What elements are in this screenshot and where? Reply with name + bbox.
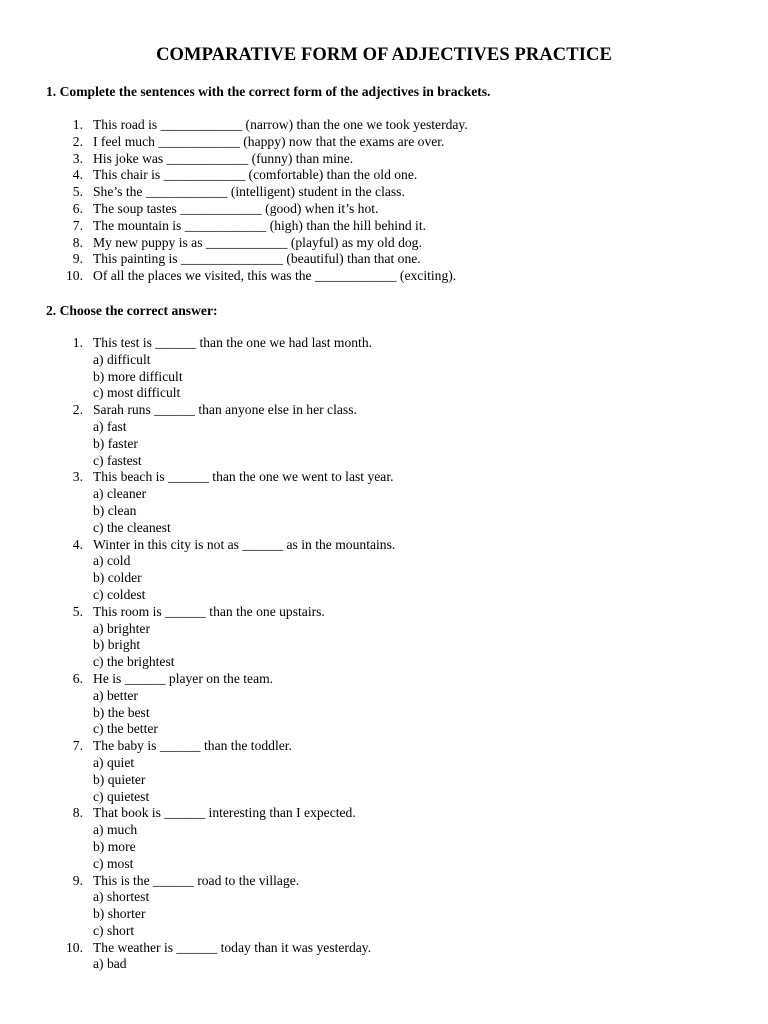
question-number: 4.: [72, 536, 83, 552]
item-number: 7.: [72, 217, 83, 233]
question-number: 9.: [72, 872, 83, 888]
multiple-choice-list: [0, 335, 395, 973]
section-1-heading: 1. Complete the sentences with the correct form of the adjectives in brackets.: [46, 84, 491, 99]
answer-option: c) the better: [93, 721, 158, 737]
question-number: 2.: [72, 402, 83, 418]
item-number: 8.: [72, 234, 83, 250]
question-item: [0, 402, 395, 469]
item-text: This road is ____________ (narrow) than the one we took yesterday.: [93, 117, 468, 132]
question-item: [0, 537, 395, 604]
section-2-heading: 2. Choose the correct answer:: [46, 303, 218, 318]
answer-option: b) more difficult: [93, 368, 183, 384]
answer-option: c) fastest: [93, 452, 142, 468]
item-text: I feel much ____________ (happy) now that the exams are over.: [93, 133, 445, 149]
item-number: 10.: [66, 268, 83, 284]
question-item: [0, 805, 395, 872]
question-text: This room is ______ than the one upstairs.: [93, 603, 325, 619]
item-number: 2.: [72, 133, 83, 149]
item-number: 6.: [72, 200, 83, 216]
question-text: The weather is ______ today than it was yesterday.: [93, 939, 372, 955]
list-item: [0, 117, 468, 134]
question-number: 3.: [72, 469, 83, 485]
question-item: [0, 873, 395, 940]
list-item: [0, 184, 468, 201]
list-item: [0, 134, 468, 151]
answer-option: c) most: [93, 855, 134, 871]
answer-option: a) bad: [93, 956, 127, 972]
question-text: That book is ______ interesting than I expected.: [93, 805, 356, 821]
list-item: [0, 268, 468, 285]
list-item: [0, 167, 468, 184]
question-item: [0, 738, 395, 805]
item-text: The soup tastes ____________ (good) when it’s hot.: [93, 200, 379, 216]
answer-option: a) difficult: [93, 351, 151, 367]
answer-option: c) short: [93, 922, 135, 938]
fill-in-list: [0, 117, 468, 285]
answer-option: a) better: [93, 687, 138, 703]
question-text: This test is ______ than the one we had last month.: [93, 335, 373, 350]
item-text: His joke was ____________ (funny) than mine.: [93, 150, 354, 166]
item-number: 3.: [72, 150, 83, 166]
item-number: 9.: [72, 251, 83, 267]
answer-option: b) shorter: [93, 906, 146, 922]
answer-option: c) quietest: [93, 788, 150, 804]
list-item: [0, 235, 468, 252]
page-title: COMPARATIVE FORM OF ADJECTIVES PRACTICE: [156, 45, 612, 65]
answer-option: b) the best: [93, 704, 150, 720]
item-text: The mountain is ____________ (high) than the hill behind it.: [93, 217, 427, 233]
item-text: This painting is _______________ (beautiful) than that one.: [93, 251, 421, 267]
answer-option: b) clean: [93, 502, 137, 518]
item-text: This chair is ____________ (comfortable) than the old one.: [93, 167, 418, 183]
answer-option: a) cleaner: [93, 486, 147, 502]
answer-option: c) coldest: [93, 586, 146, 602]
question-text: This is the ______ road to the village.: [93, 872, 300, 888]
answer-option: b) faster: [93, 435, 138, 451]
list-item: [0, 201, 468, 218]
list-item: [0, 151, 468, 168]
answer-option: b) colder: [93, 570, 142, 586]
question-number: 5.: [72, 603, 83, 619]
question-number: 10.: [66, 939, 83, 955]
question-number: 8.: [72, 805, 83, 821]
answer-option: a) cold: [93, 553, 131, 569]
item-number: 4.: [72, 167, 83, 183]
question-text: Winter in this city is not as ______ as in the mountains.: [93, 536, 396, 552]
question-number: 1.: [72, 335, 83, 350]
answer-option: b) more: [93, 838, 136, 854]
question-number: 7.: [72, 738, 83, 754]
answer-option: a) much: [93, 822, 138, 838]
item-text: My new puppy is as ____________ (playful) as my old dog.: [93, 234, 422, 250]
answer-option: c) the cleanest: [93, 519, 171, 535]
item-number: 1.: [72, 117, 83, 132]
question-item: [0, 940, 395, 974]
answer-option: b) quieter: [93, 771, 146, 787]
question-number: 6.: [72, 670, 83, 686]
answer-option: a) fast: [93, 418, 127, 434]
question-item: [0, 335, 395, 402]
item-text: Of all the places we visited, this was the ____________ (exciting).: [93, 268, 457, 284]
answer-option: b) bright: [93, 637, 141, 653]
list-item: [0, 218, 468, 235]
answer-option: a) quiet: [93, 754, 135, 770]
question-item: [0, 671, 395, 738]
question-text: The baby is ______ than the toddler.: [93, 738, 292, 754]
item-text: She’s the ____________ (intelligent) student in the class.: [93, 184, 405, 200]
item-number: 5.: [72, 184, 83, 200]
question-text: This beach is ______ than the one we went to last year.: [93, 469, 394, 485]
answer-option: a) brighter: [93, 620, 150, 636]
answer-option: c) most difficult: [93, 385, 181, 401]
question-item: [0, 469, 395, 536]
answer-option: a) shortest: [93, 889, 150, 905]
answer-option: c) the brightest: [93, 654, 175, 670]
list-item: [0, 251, 468, 268]
question-item: [0, 604, 395, 671]
question-text: Sarah runs ______ than anyone else in her class.: [93, 402, 357, 418]
question-text: He is ______ player on the team.: [93, 670, 274, 686]
